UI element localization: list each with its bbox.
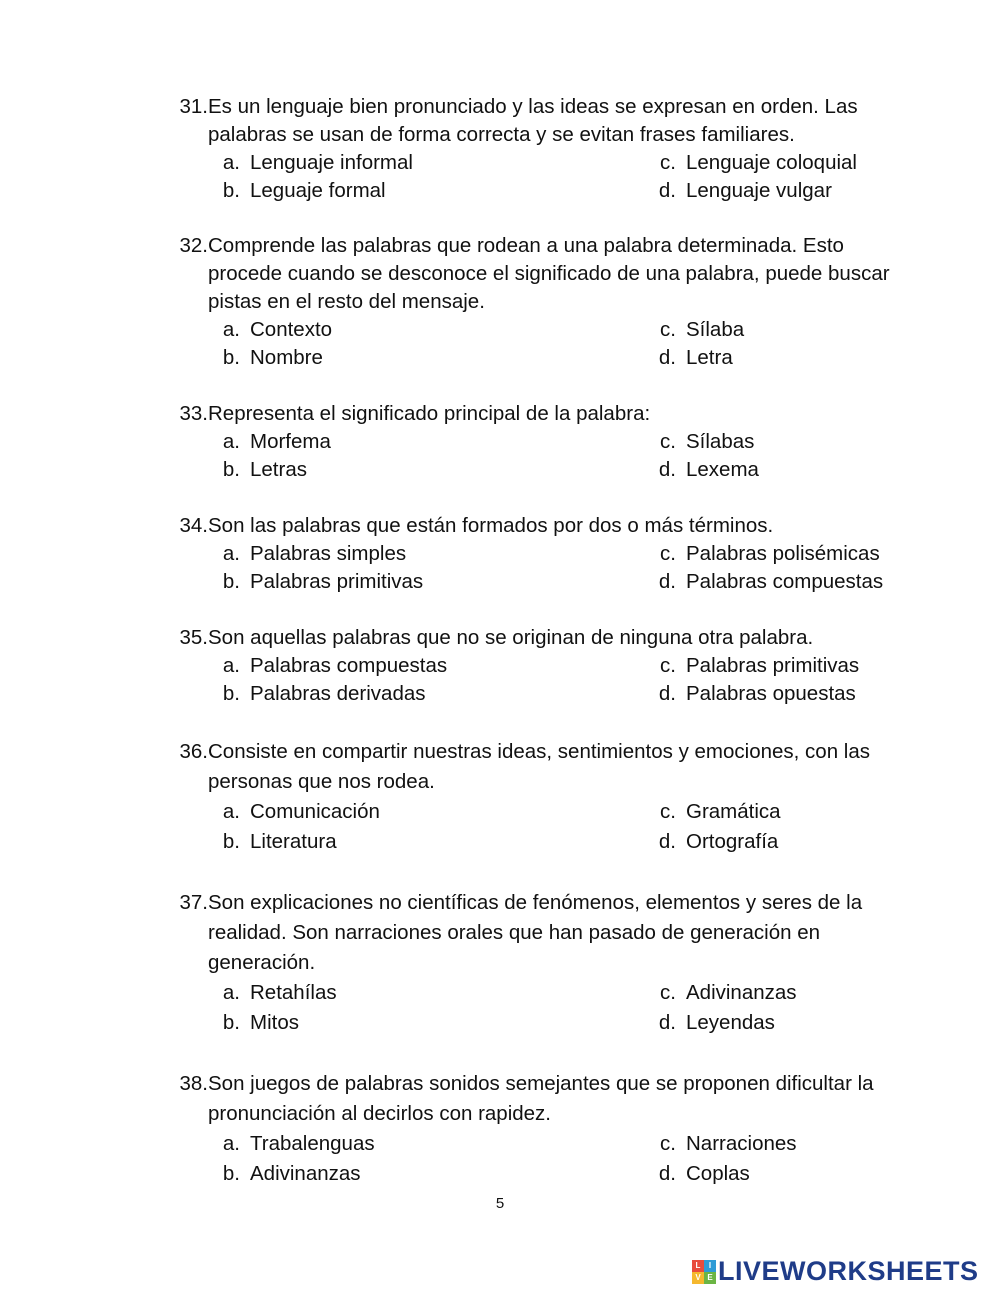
option-d[interactable]: d. Coplas xyxy=(658,1162,750,1185)
option-a[interactable]: a. Lenguaje informal xyxy=(222,151,413,174)
question-number: 33. xyxy=(179,402,208,425)
liveworksheets-logo xyxy=(692,1256,979,1287)
option-d[interactable]: d. Lenguaje vulgar xyxy=(658,179,832,202)
option-c[interactable]: c. Lenguaje coloquial xyxy=(660,151,857,174)
question-31 xyxy=(170,93,930,205)
option-a[interactable]: a. Retahílas xyxy=(222,981,337,1004)
question-34 xyxy=(170,512,930,596)
option-a[interactable]: a. Palabras simples xyxy=(222,542,407,565)
question-text: Representa el significado principal de la palabra: xyxy=(208,402,651,425)
question-number: 38. xyxy=(179,1072,208,1095)
option-d[interactable]: d. Letra xyxy=(658,346,733,369)
option-c[interactable]: c. Sílaba xyxy=(660,318,745,341)
question-number: 35. xyxy=(179,626,208,649)
option-a[interactable]: a. Comunicación xyxy=(222,800,380,823)
logo-text: LIVEWORKSHEETS xyxy=(718,1256,979,1286)
question-text: Consiste en compartir nuestras ideas, sentimientos y emociones, con las personas que nos rodea. xyxy=(208,740,871,793)
question-37 xyxy=(170,888,930,1038)
option-a[interactable]: a. Trabalenguas xyxy=(222,1132,375,1155)
question-text: Son juegos de palabras sonidos semejantes que se proponen dificultar la pronunciación al decirlos con rapidez. xyxy=(208,1072,874,1125)
option-b[interactable]: b. Nombre xyxy=(222,346,323,369)
option-b[interactable]: b. Palabras primitivas xyxy=(222,570,424,593)
option-b[interactable]: b. Adivinanzas xyxy=(222,1162,361,1185)
question-number: 31. xyxy=(179,95,208,118)
option-c[interactable]: c. Gramática xyxy=(660,800,781,823)
option-a[interactable]: a. Palabras compuestas xyxy=(222,654,448,677)
page-number: 5 xyxy=(495,1195,505,1212)
option-b[interactable]: b. Leguaje formal xyxy=(222,179,386,202)
question-33 xyxy=(170,400,930,484)
option-d[interactable]: d. Palabras opuestas xyxy=(658,682,856,705)
option-c[interactable]: c. Palabras primitivas xyxy=(660,654,860,677)
option-c[interactable]: c. Sílabas xyxy=(660,430,755,453)
option-c[interactable]: c. Narraciones xyxy=(660,1132,797,1155)
option-c[interactable]: c. Adivinanzas xyxy=(660,981,797,1004)
option-d[interactable]: d. Lexema xyxy=(658,458,759,481)
option-b[interactable]: b. Mitos xyxy=(222,1011,299,1034)
option-c[interactable]: c. Palabras polisémicas xyxy=(660,542,880,565)
question-35 xyxy=(170,624,930,708)
question-36 xyxy=(170,737,930,857)
question-number: 36. xyxy=(179,740,208,763)
option-b[interactable]: b. Literatura xyxy=(222,830,337,853)
option-d[interactable]: d. Leyendas xyxy=(658,1011,775,1034)
question-32 xyxy=(170,232,930,372)
question-38 xyxy=(170,1069,930,1189)
option-a[interactable]: a. Contexto xyxy=(222,318,333,341)
option-b[interactable]: b. Letras xyxy=(222,458,307,481)
option-b[interactable]: b. Palabras derivadas xyxy=(222,682,426,705)
liveworksheets-logo-icon: L I V E xyxy=(692,1260,716,1284)
question-text: Comprende las palabras que rodean a una palabra determinada. Esto procede cuando se desconoce el significado de una palabra, puede buscar pistas en el resto del mensaje. xyxy=(208,234,890,313)
question-number: 32. xyxy=(179,234,208,257)
question-number: 37. xyxy=(179,891,208,914)
question-text: Son las palabras que están formados por dos o más términos. xyxy=(208,514,774,537)
option-d[interactable]: d. Ortografía xyxy=(658,830,779,853)
question-text: Son explicaciones no científicas de fenómenos, elementos y seres de la realidad. Son narraciones orales que han pasado de generación en generación. xyxy=(208,891,863,974)
question-number: 34. xyxy=(179,514,208,537)
question-text: Es un lenguaje bien pronunciado y las ideas se expresan en orden. Las palabras se usan de forma correcta y se evitan frases familiares. xyxy=(208,95,858,146)
option-d[interactable]: d. Palabras compuestas xyxy=(658,570,884,593)
option-a[interactable]: a. Morfema xyxy=(222,430,331,453)
question-text: Son aquellas palabras que no se originan de ninguna otra palabra. xyxy=(208,626,814,649)
